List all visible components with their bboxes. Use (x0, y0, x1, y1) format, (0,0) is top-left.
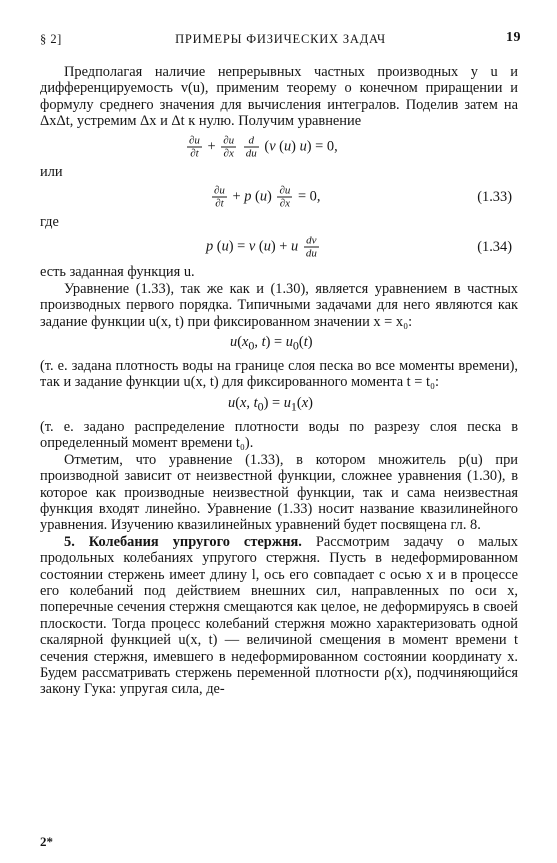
word-ili: или (40, 163, 63, 180)
paragraph-4: (т. е. задана плотность воды на границе слоя песка во все моменты времени), так и задание функции u(x, t) для фиксированного момента t = t₀: (40, 358, 518, 391)
equation-continuity: $\frac{\partial u}{\partial t}$ + $\frac{\partial u}{\partial x}$ $\frac{d}{du}$ (v (u) u) = 0, (189, 134, 338, 160)
equation-1-33: $\frac{\partial u}{\partial t}$ + p (u) $\frac{\partial u}{\partial x}$ = 0, (1.33) (214, 184, 512, 210)
page-number: 19 (506, 30, 521, 45)
paragraph-7 (40, 534, 518, 698)
paragraph-6: Отметим, что уравнение (1.33), в котором множитель p(u) при производной зависит от неизвестной функции, сложнее уравнения (1.30), в которое как производные неизвестной функции, так и сама неизвестная функция входят линейно. Уравнение (1.33) носит название квазилинейного уравнения. Изучению квазилинейных уравнений будет посвящена гл. 8. (40, 451, 518, 534)
page-header (40, 30, 521, 50)
main-text (40, 64, 518, 698)
word-gde: где (40, 214, 59, 231)
equation-number-1-34: (1.34) (477, 239, 512, 256)
paragraph-5: (т. е. задано распределение плотности воды по разрезу слоя песка в определенный момент времени t₀). (40, 418, 518, 452)
section-marker: § 2] (40, 32, 62, 46)
signature-mark: 2* (40, 834, 53, 849)
running-title: ПРИМЕРЫ ФИЗИЧЕСКИХ ЗАДАЧ (175, 32, 386, 46)
paragraph-1: Предполагая наличие непрерывных частных производных у u и дифференцируемость v(u), применим теорему о конечном приращении и формулу среднего значения для вычисления интегралов. Поделив затем на ΔxΔt, устремим Δx и Δt к нулю. Получим уравнение (40, 64, 518, 130)
paragraph-7-text: Рассмотрим задачу о малых продольных колебаниях упругого стержня. Пусть в недеформированном состоянии стержень имеет длину l, ось его совпадает с осью x и в процессе его колебаний под действием внешних сил, направленных по оси x, поперечные сечения стержня смещаются как целое, не деформируясь в своей плоскости. Тогда процесс колебаний стержня можно характеризовать одной скалярной функцией u(x, t) — величиной смещения в момент времени t сечения стержня, имевшего в недеформированном состоянии координату x. Будем рассматривать стержень переменной плотности ρ(x), подчиняющийся закону Гука: упругая сила, де- (40, 533, 518, 698)
equation-1-34: p (u) = v (u) + u $\frac{dv}{du}$ (1.34) (206, 234, 512, 260)
equation-boundary-x0: $u(x_0$, $t) = u_0(t)$ (230, 333, 313, 353)
section-heading-5: 5. Колебания упругого стержня. (64, 533, 302, 550)
paragraph-2: есть заданная функция u. (40, 264, 195, 281)
paragraph-3: Уравнение (1.33), так же как и (1.30), является уравнением в частных производных первого порядка. Типичными задачами для него являются как задание функции u(x, t) при фиксированном значении x = x₀: (40, 280, 518, 330)
equation-number-1-33: (1.33) (477, 188, 512, 205)
equation-initial-t0: u(x, $t_0) = u_1(x)$ (228, 394, 313, 414)
